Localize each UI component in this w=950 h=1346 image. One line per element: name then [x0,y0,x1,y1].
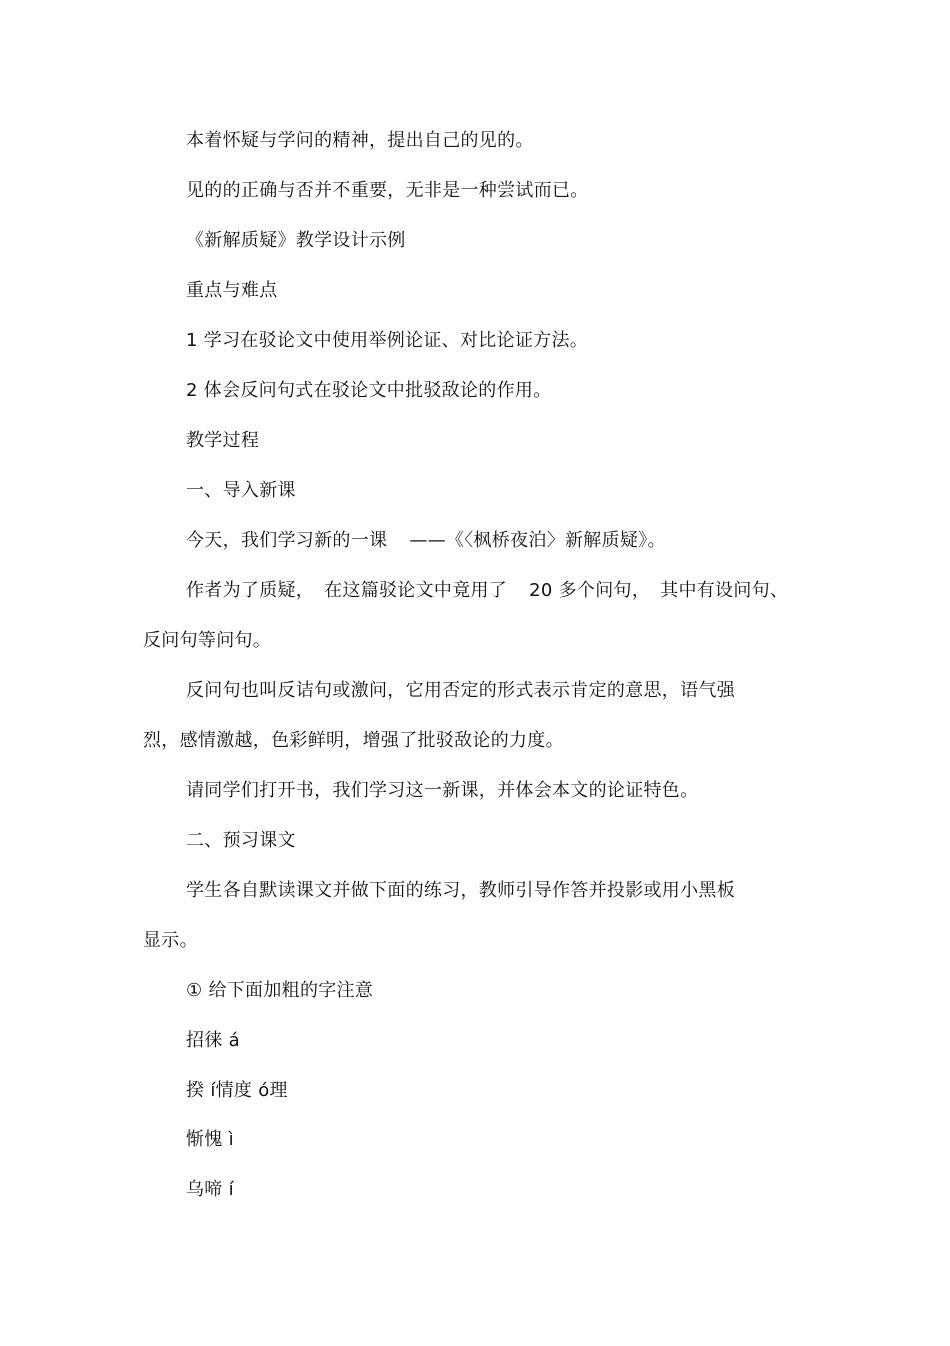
heading-intro: 一、导入新课 [186,480,296,501]
author-text-3: 20 多个问句， [529,580,651,601]
paragraph-rhetorical-cont: 烈，感情激越，色彩鲜明，增强了批驳敌论的力度。 [143,730,564,751]
paragraph-intro [186,529,666,553]
vocab-item: 乌啼 í [186,1179,234,1200]
paragraph-rhetorical: 反问句也叫反诘句或激问，它用否定的形式表示肯定的意思，语气强 [186,680,735,701]
intro-title: ——《〈枫桥夜泊〉新解质疑》。 [409,530,666,551]
paragraph: 请同学们打开书，我们学习这一新课，并体会本文的论证特色。 [186,780,699,801]
vocab-item: 惭愧 ì [186,1129,234,1150]
heading-key-points: 重点与难点 [186,280,278,301]
vocab-item: 揆 í情度 ó理 [186,1080,288,1101]
intro-text: 今天，我们学习新的一课 [186,530,388,551]
section-title: 《新解质疑》教学设计示例 [186,230,406,251]
paragraph-students: 学生各自默读课文并做下面的练习，教师引导作答并投影或用小黑板 [186,880,735,901]
heading-teaching-process: 教学过程 [186,430,260,451]
author-text-1: 作者为了质疑， [186,580,315,601]
author-text-2: 在这篇驳论文中竟用了 [324,580,508,601]
paragraph-students-cont: 显示。 [143,930,198,951]
vocab-item: 招徕 á [186,1030,240,1051]
paragraph: 本着怀疑与学问的精神，提出自己的见的。 [186,130,534,151]
list-item: 1 学习在驳论文中使用举例论证、对比论证方法。 [186,330,589,351]
heading-preview: 二、预习课文 [186,830,296,851]
paragraph-author [186,579,788,603]
exercise-title: ① 给下面加粗的字注意 [186,980,374,1001]
author-text-4: 其中有设问句、 [660,580,789,601]
list-item: 2 体会反问句式在驳论文中批驳敌论的作用。 [186,380,552,401]
paragraph: 见的的正确与否并不重要，无非是一种尝试而已。 [186,180,589,201]
paragraph-author-cont: 反问句等问句。 [143,630,272,651]
